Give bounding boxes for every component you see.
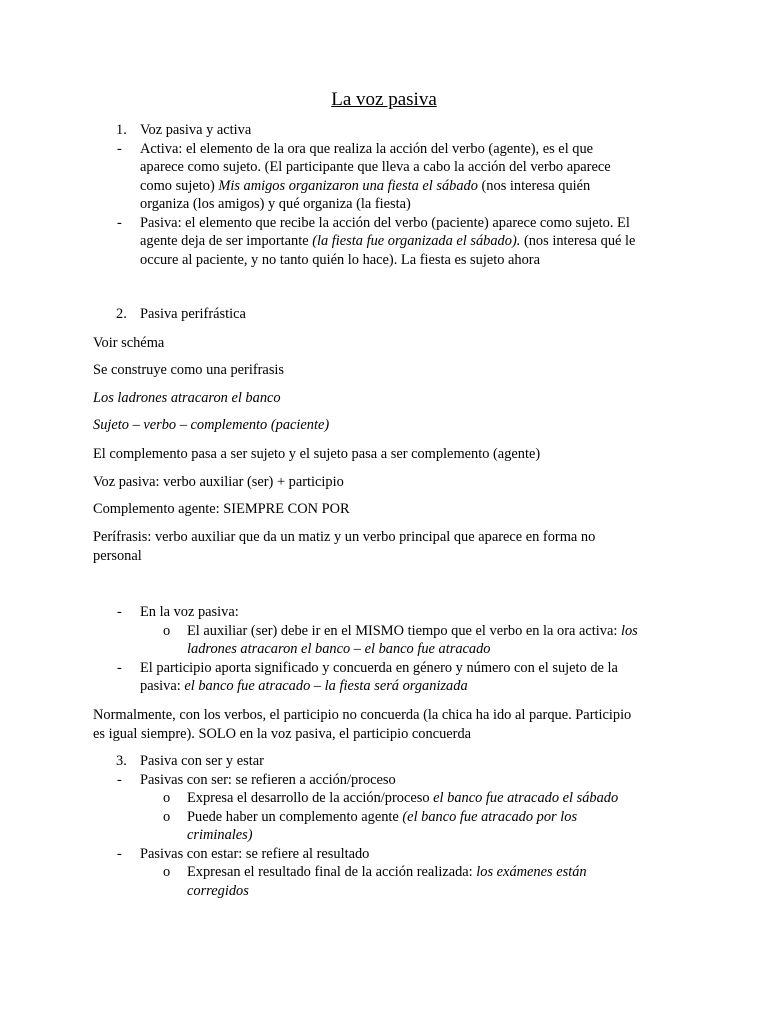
text-line: organiza (los amigos) y qué organiza (la fiesta): [140, 196, 411, 212]
dash-bullet: -: [117, 140, 122, 157]
text-line: Puede haber un complemento agente (el banco fue atracado por los: [187, 808, 578, 825]
text-line: aparece como sujeto. (El participante que lleva a cabo la acción del verbo aparece: [140, 159, 611, 175]
section-2-heading: [0, 305, 768, 324]
circle-bullet: o: [163, 622, 171, 639]
sub-list-item: [0, 622, 768, 641]
section-3: [0, 752, 768, 900]
example-sentence: los exámenes están: [476, 864, 587, 880]
section-heading: Pasiva con ser y estar: [140, 753, 264, 769]
dash-bullet: -: [117, 845, 122, 862]
section-1: [0, 121, 768, 269]
text-line: Expresa el desarrollo de la acción/proceso el banco fue atracado el sábado: [187, 790, 619, 806]
circle-bullet: o: [163, 864, 171, 880]
example-sentence: (el banco fue atracado por los: [402, 808, 578, 825]
circle-bullet: o: [163, 808, 171, 825]
paragraph: es igual siempre). SOLO en la voz pasiva, el participio concuerda: [93, 726, 472, 742]
example-sentence: Mis amigos organizaron una fiesta el sábado: [218, 177, 478, 194]
section-1-heading: [0, 121, 768, 140]
sub-list-item: [0, 808, 768, 827]
list-item: [0, 845, 768, 864]
paragraph: Normalmente, con los verbos, el participio no concuerda (la chica ha ido al parque. Participio: [93, 707, 632, 723]
example-sentence: Sujeto – verbo – complemento (paciente): [93, 417, 330, 433]
list-number: 2.: [116, 306, 127, 322]
list-item: [0, 214, 768, 233]
list-number: 3.: [116, 753, 127, 769]
text-line: Pasivas con ser: se refieren a acción/proceso: [140, 771, 396, 788]
text-line: Activa: el elemento de la ora que realiza la acción del verbo (agente), es el que: [140, 140, 594, 157]
list-item: [0, 140, 768, 159]
section-2-list: [0, 603, 768, 696]
example-sentence: corregidos: [187, 882, 249, 899]
text-line: agente deja de ser importante (la fiesta fue organizada el sábado). (nos interesa qué le: [140, 233, 636, 249]
example-sentence: criminales): [187, 827, 253, 843]
example-sentence: el banco fue atracado el sábado: [433, 790, 619, 806]
example-sentence: Los ladrones atracaron el banco: [93, 390, 281, 406]
dash-bullet: -: [117, 659, 122, 676]
sub-list-item: [0, 789, 768, 808]
circle-bullet: o: [163, 790, 171, 806]
example-sentence: el banco fue atracado – la fiesta será organizada: [184, 678, 468, 694]
text-line: En la voz pasiva:: [140, 604, 239, 620]
example-sentence: (la fiesta fue organizada el sábado).: [312, 233, 521, 249]
list-item: [0, 603, 768, 622]
section-heading: Voz pasiva y activa: [140, 122, 252, 138]
paragraph: personal: [93, 548, 142, 564]
text-line: Pasivas con estar: se refiere al resultado: [140, 845, 370, 862]
text-line: El auxiliar (ser) debe ir en el MISMO tiempo que el verbo en la ora activa: los: [187, 622, 638, 639]
text-line: occure al paciente, y no tanto quién lo hace). La fiesta es sujeto ahora: [140, 251, 540, 268]
paragraph: Voz pasiva: verbo auxiliar (ser) + participio: [93, 474, 344, 490]
example-sentence: ladrones atracaron el banco – el banco fue atracado: [187, 641, 491, 657]
paragraph: El complemento pasa a ser sujeto y el sujeto pasa a ser complemento (agente): [93, 446, 541, 462]
paragraph: Se construye como una perifrasis: [93, 362, 285, 378]
paragraph: Complemento agente: SIEMPRE CON POR: [93, 501, 350, 517]
sub-list-item: [0, 863, 768, 882]
paragraph: Perífrasis: verbo auxiliar que da un matiz y un verbo principal que aparece en forma no: [93, 529, 596, 545]
example-sentence: los: [620, 622, 638, 639]
dash-bullet: -: [117, 771, 122, 788]
text-line: como sujeto) Mis amigos organizaron una fiesta el sábado (nos interesa quién: [140, 177, 591, 194]
text-line: Pasiva: el elemento que recibe la acción del verbo (paciente) aparece como sujeto. El: [140, 214, 630, 231]
section-heading: Pasiva perifrástica: [140, 306, 246, 322]
text-line: El participio aporta significado y concuerda en género y número con el sujeto de la: [140, 659, 618, 676]
text-line: Expresan el resultado final de la acción realizada: los exámenes están: [187, 864, 587, 880]
document-title: La voz pasiva: [331, 89, 437, 110]
dash-bullet: -: [117, 214, 122, 231]
text-line: pasiva: el banco fue atracado – la fiesta será organizada: [140, 678, 468, 694]
list-item: [0, 771, 768, 790]
dash-bullet: -: [117, 604, 122, 620]
list-item: [0, 659, 768, 678]
paragraph: Voir schéma: [93, 335, 165, 351]
section-3-heading: [0, 752, 768, 771]
list-number: 1.: [116, 122, 127, 138]
